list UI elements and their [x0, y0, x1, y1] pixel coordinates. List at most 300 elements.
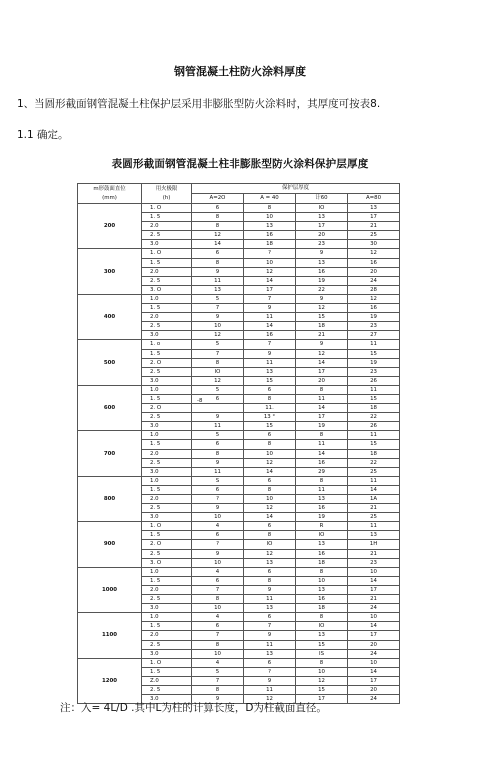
- thickness-cell: 8: [296, 476, 348, 485]
- thickness-cell: 24: [348, 649, 400, 658]
- thickness-cell: 21: [348, 222, 400, 231]
- thickness-cell: 30: [348, 240, 400, 249]
- table-row: [78, 522, 400, 531]
- table-row: [78, 431, 400, 440]
- fire-limit-cell: 1.0: [142, 476, 192, 485]
- fire-limit-cell: 1.0: [142, 567, 192, 576]
- fire-limit-cell: 2. 5: [142, 458, 192, 467]
- thickness-cell: 23: [348, 558, 400, 567]
- thickness-cell: 16: [296, 504, 348, 513]
- thickness-cell: 11: [192, 467, 244, 476]
- thickness-cell: 18: [244, 240, 296, 249]
- thickness-cell: 9: [244, 304, 296, 313]
- thickness-cell: 8: [192, 222, 244, 231]
- thickness-cell: 12: [296, 304, 348, 313]
- thickness-cell: 15: [348, 349, 400, 358]
- fire-limit-cell: 3.0: [142, 331, 192, 340]
- thickness-cell: 8: [296, 567, 348, 576]
- thickness-cell: 5: [192, 294, 244, 303]
- thickness-cell: 10: [244, 495, 296, 504]
- fire-limit-cell: 2. 5: [142, 595, 192, 604]
- thickness-cell: 11: [192, 276, 244, 285]
- thickness-cell: 13: [244, 604, 296, 613]
- thickness-cell: 6: [244, 522, 296, 531]
- thickness-cell: 6: [192, 622, 244, 631]
- fire-limit-cell: 1. 5: [142, 349, 192, 358]
- thickness-cell: 9: [296, 249, 348, 258]
- thickness-cell: 10: [348, 567, 400, 576]
- thickness-cell: 10: [244, 213, 296, 222]
- table-note: 注：入= 4L/D .其中L为柱的计算长度，D为柱截面直径。: [60, 702, 327, 714]
- fire-limit-cell: Z.0: [142, 676, 192, 685]
- table-body: [78, 204, 400, 704]
- thickness-cell: 8: [296, 658, 348, 667]
- thickness-cell: 20: [348, 640, 400, 649]
- thickness-cell: 15: [244, 422, 296, 431]
- thickness-cell: 15: [296, 640, 348, 649]
- thickness-cell: 14: [348, 485, 400, 494]
- thickness-cell: 9: [192, 267, 244, 276]
- diameter-cell: 500: [78, 340, 142, 385]
- thickness-cell: 13: [192, 285, 244, 294]
- thickness-cell: 9: [244, 676, 296, 685]
- thickness-cell: ?: [244, 249, 296, 258]
- thickness-cell: 7: [192, 676, 244, 685]
- thickness-cell: 15: [348, 440, 400, 449]
- thickness-cell: 8: [192, 358, 244, 367]
- thickness-cell: 7: [192, 304, 244, 313]
- fire-limit-cell: 1.0: [142, 431, 192, 440]
- thickness-cell: IO: [296, 531, 348, 540]
- thickness-cell: 5: [192, 667, 244, 676]
- thickness-cell: 10: [192, 604, 244, 613]
- thickness-cell: 6: [192, 440, 244, 449]
- fire-limit-cell: 1.0: [142, 613, 192, 622]
- fire-limit-cell: 3. O: [142, 285, 192, 294]
- thickness-cell: IO: [296, 622, 348, 631]
- thickness-cell: 17: [296, 367, 348, 376]
- thickness-cell: 21: [348, 504, 400, 513]
- thickness-cell: 5: [192, 431, 244, 440]
- thickness-cell: 9: [244, 631, 296, 640]
- thickness-cell: 13: [296, 585, 348, 594]
- thickness-cell: [192, 404, 244, 413]
- thickness-cell: 14: [296, 449, 348, 458]
- thickness-cell: 10: [192, 322, 244, 331]
- fire-limit-cell: 2. 5: [142, 640, 192, 649]
- fire-limit-cell: 1. 5: [142, 622, 192, 631]
- thickness-cell: 14: [348, 667, 400, 676]
- thickness-cell: 8: [244, 576, 296, 585]
- fire-limit-cell: 2.0: [142, 449, 192, 458]
- thickness-cell: 8: [192, 449, 244, 458]
- fire-limit-cell: 1. 5: [142, 258, 192, 267]
- header-protection-thickness: 保护层厚度: [192, 184, 400, 194]
- thickness-cell: 11: [296, 394, 348, 403]
- thickness-cell: 24: [348, 276, 400, 285]
- header-sub-1: A=2O: [192, 194, 244, 204]
- thickness-cell: 25: [348, 467, 400, 476]
- thickness-cell: 20: [296, 231, 348, 240]
- fire-limit-cell: 1. O: [142, 249, 192, 258]
- thickness-cell: 14: [192, 240, 244, 249]
- fire-limit-cell: 1. 5: [142, 304, 192, 313]
- header-sub-3: 计60: [296, 194, 348, 204]
- thickness-cell: 13: [348, 531, 400, 540]
- fire-limit-cell: 1. 5: [142, 531, 192, 540]
- table-header: [78, 184, 400, 204]
- thickness-cell: 4: [192, 567, 244, 576]
- thickness-cell: 14: [244, 513, 296, 522]
- thickness-cell: 14: [348, 576, 400, 585]
- fire-limit-cell: 1. O: [142, 204, 192, 213]
- thickness-cell: 4: [192, 658, 244, 667]
- thickness-cell: 11: [348, 476, 400, 485]
- paragraph-2: 1.1 确定。: [17, 129, 69, 141]
- thickness-cell: 6: [192, 204, 244, 213]
- thickness-cell: 13: [244, 222, 296, 231]
- thickness-cell: 6: [192, 394, 244, 403]
- thickness-cell: 14: [296, 358, 348, 367]
- thickness-cell: 13: [296, 495, 348, 504]
- stray-mark: -8: [197, 398, 203, 404]
- thickness-cell: 25: [348, 231, 400, 240]
- thickness-cell: 10: [296, 667, 348, 676]
- thickness-cell: 11: [192, 422, 244, 431]
- thickness-cell: 12: [348, 249, 400, 258]
- fire-limit-cell: 2. 5: [142, 504, 192, 513]
- fire-limit-cell: 1. O: [142, 522, 192, 531]
- header-sub-4: A=80: [348, 194, 400, 204]
- thickness-cell: R: [296, 522, 348, 531]
- table-row: [78, 204, 400, 213]
- thickness-cell: 11: [296, 485, 348, 494]
- fire-limit-cell: 2.0: [142, 585, 192, 594]
- thickness-cell: 12: [296, 676, 348, 685]
- fire-limit-cell: 2. 5: [142, 276, 192, 285]
- thickness-cell: 21: [296, 331, 348, 340]
- thickness-cell: 15: [244, 376, 296, 385]
- thickness-cell: 14: [244, 322, 296, 331]
- thickness-cell: 25: [348, 513, 400, 522]
- thickness-cell: 8: [244, 440, 296, 449]
- table-row: [78, 294, 400, 303]
- fire-limit-cell: 3.0: [142, 513, 192, 522]
- thickness-cell: 14: [296, 404, 348, 413]
- thickness-cell: 4: [192, 613, 244, 622]
- thickness-cell: 12: [244, 549, 296, 558]
- diameter-cell: 700: [78, 431, 142, 476]
- thickness-cell: 13: [296, 213, 348, 222]
- thickness-cell: 15: [348, 394, 400, 403]
- thickness-cell: 7: [192, 349, 244, 358]
- fire-limit-cell: 1. 5: [142, 394, 192, 403]
- thickness-cell: 8: [192, 640, 244, 649]
- thickness-cell: 13: [244, 367, 296, 376]
- thickness-cell: 17: [296, 413, 348, 422]
- fire-limit-cell: 2. O: [142, 404, 192, 413]
- thickness-cell: 15: [296, 313, 348, 322]
- thickness-cell: 8: [296, 431, 348, 440]
- thickness-cell: 11: [244, 595, 296, 604]
- thickness-cell: 9: [296, 340, 348, 349]
- fire-limit-cell: 3.0: [142, 604, 192, 613]
- thickness-cell: 22: [348, 458, 400, 467]
- thickness-cell: 6: [244, 431, 296, 440]
- thickness-cell: 13: [348, 204, 400, 213]
- thickness-cell: 6: [244, 567, 296, 576]
- thickness-cell: 8: [296, 385, 348, 394]
- thickness-cell: 13: [244, 649, 296, 658]
- fire-limit-cell: 3.0: [142, 467, 192, 476]
- thickness-cell: 27: [348, 331, 400, 340]
- thickness-cell: 11: [244, 313, 296, 322]
- thickness-cell: ?: [192, 540, 244, 549]
- thickness-cell: 18: [348, 449, 400, 458]
- thickness-cell: 16: [296, 595, 348, 604]
- thickness-cell: 9: [192, 313, 244, 322]
- thickness-cell: 12: [296, 349, 348, 358]
- thickness-cell: 7: [192, 585, 244, 594]
- thickness-cell: 16: [296, 267, 348, 276]
- fire-limit-cell: 3. O: [142, 558, 192, 567]
- fire-limit-cell: 3.0: [142, 240, 192, 249]
- thickness-cell: 6: [244, 658, 296, 667]
- table-row: [78, 567, 400, 576]
- thickness-cell: 8: [244, 394, 296, 403]
- thickness-cell: IS: [296, 649, 348, 658]
- thickness-cell: 19: [296, 276, 348, 285]
- thickness-cell: 29: [296, 467, 348, 476]
- thickness-cell: 8: [192, 595, 244, 604]
- thickness-cell: 24: [348, 604, 400, 613]
- thickness-cell: 12: [244, 267, 296, 276]
- thickness-cell: 9: [296, 294, 348, 303]
- fire-limit-cell: 1. 5: [142, 576, 192, 585]
- thickness-cell: 11: [348, 340, 400, 349]
- fire-limit-cell: 1. o: [142, 340, 192, 349]
- fire-limit-cell: 1. 5: [142, 485, 192, 494]
- thickness-cell: 6: [192, 485, 244, 494]
- thickness-cell: 16: [296, 549, 348, 558]
- fire-limit-cell: 1. 5: [142, 213, 192, 222]
- fire-limit-cell: 3.0: [142, 649, 192, 658]
- thickness-cell: 12: [192, 376, 244, 385]
- thickness-cell: 11.: [244, 404, 296, 413]
- thickness-cell: 10: [244, 449, 296, 458]
- fire-limit-cell: 3.0: [142, 376, 192, 385]
- fire-limit-cell: 2.0: [142, 631, 192, 640]
- fire-limit-cell: 2. 5: [142, 367, 192, 376]
- header-diameter: [78, 184, 142, 204]
- diameter-cell: 900: [78, 522, 142, 567]
- table-row: [78, 613, 400, 622]
- fire-limit-cell: 2. 5: [142, 549, 192, 558]
- thickness-cell: 23: [348, 322, 400, 331]
- thickness-cell: 18: [348, 404, 400, 413]
- thickness-cell: 24: [348, 695, 400, 704]
- thickness-cell: 10: [348, 658, 400, 667]
- fire-limit-cell: 3.0: [142, 422, 192, 431]
- fire-limit-cell: 2. O: [142, 358, 192, 367]
- thickness-cell: 19: [296, 422, 348, 431]
- thickness-cell: 16: [244, 331, 296, 340]
- thickness-cell: 4: [192, 522, 244, 531]
- thickness-cell: 11: [296, 440, 348, 449]
- fire-limit-cell: 2. 5: [142, 685, 192, 694]
- table-title: 表圆形截面钢管混凝土柱非膨胀型防火涂料保护层厚度: [111, 158, 369, 170]
- thickness-cell: 21: [348, 595, 400, 604]
- fire-limit-cell: 2.0: [142, 267, 192, 276]
- thickness-cell: 19: [348, 313, 400, 322]
- document-title: 钢管混凝土柱防火涂料厚度: [174, 65, 306, 78]
- thickness-cell: 22: [296, 285, 348, 294]
- thickness-cell: 23: [348, 367, 400, 376]
- thickness-cell: 10: [192, 558, 244, 567]
- thickness-cell: IO: [244, 540, 296, 549]
- table-row: [78, 476, 400, 485]
- thickness-cell: 13: [244, 558, 296, 567]
- fire-limit-cell: 1.0: [142, 294, 192, 303]
- thickness-cell: 6: [244, 476, 296, 485]
- fire-limit-cell: 2.0: [142, 313, 192, 322]
- thickness-cell: 6: [192, 576, 244, 585]
- thickness-cell: 12: [244, 695, 296, 704]
- diameter-cell: 400: [78, 294, 142, 339]
- table-row: [78, 385, 400, 394]
- thickness-cell: 6: [244, 385, 296, 394]
- thickness-cell: 17: [244, 285, 296, 294]
- fire-limit-cell: 1.0: [142, 385, 192, 394]
- thickness-cell: 10: [244, 258, 296, 267]
- fire-limit-cell: 1. 5: [142, 440, 192, 449]
- diameter-cell: 1100: [78, 613, 142, 658]
- thickness-cell: 5: [192, 385, 244, 394]
- thickness-cell: 18: [296, 604, 348, 613]
- thickness-cell: 17: [348, 631, 400, 640]
- thickness-cell: 8: [192, 213, 244, 222]
- thickness-cell: 26: [348, 422, 400, 431]
- fire-limit-cell: 1. 5: [142, 667, 192, 676]
- thickness-cell: 17: [348, 676, 400, 685]
- thickness-cell: 8: [244, 531, 296, 540]
- thickness-cell: 11: [348, 431, 400, 440]
- thickness-cell: 6: [192, 249, 244, 258]
- diameter-cell: 200: [78, 204, 142, 249]
- thickness-cell: 11: [348, 385, 400, 394]
- thickness-cell: 16: [348, 304, 400, 313]
- thickness-cell: 26: [348, 376, 400, 385]
- thickness-cell: 9: [244, 349, 296, 358]
- table-row: [78, 249, 400, 258]
- thickness-cell: 12: [192, 231, 244, 240]
- paragraph-1: 1、当圆形截面钢管混凝土柱保护层采用非膨胀型防火涂料时，其厚度可按表8.: [17, 98, 381, 110]
- thickness-cell: 15: [296, 685, 348, 694]
- thickness-cell: 11: [244, 640, 296, 649]
- thickness-cell: 12: [244, 458, 296, 467]
- header-diameter-line2: (mm): [102, 194, 117, 201]
- fire-limit-cell: 2. 5: [142, 413, 192, 422]
- fire-limit-cell: 2. 5: [142, 231, 192, 240]
- thickness-cell: 12: [244, 504, 296, 513]
- thickness-cell: 9: [192, 695, 244, 704]
- thickness-cell: 10: [348, 613, 400, 622]
- thickness-cell: 5: [192, 340, 244, 349]
- thickness-cell: 8: [192, 685, 244, 694]
- thickness-cell: 20: [348, 267, 400, 276]
- thickness-cell: 13: [296, 540, 348, 549]
- thickness-cell: ?: [192, 495, 244, 504]
- thickness-cell: 10: [192, 513, 244, 522]
- thickness-cell: 10: [296, 576, 348, 585]
- header-sub-2: A = 40: [244, 194, 296, 204]
- thickness-cell: IO: [296, 204, 348, 213]
- thickness-cell: 18: [296, 322, 348, 331]
- thickness-cell: 8: [296, 613, 348, 622]
- thickness-cell: 11: [244, 358, 296, 367]
- thickness-cell: 9: [192, 413, 244, 422]
- thickness-cell: 16: [348, 258, 400, 267]
- fire-limit-cell: 2. 5: [142, 322, 192, 331]
- thickness-cell: 6: [192, 531, 244, 540]
- diameter-cell: 600: [78, 385, 142, 430]
- thickness-cell: 11: [348, 522, 400, 531]
- thickness-cell: 12: [192, 331, 244, 340]
- thickness-cell: 28: [348, 285, 400, 294]
- thickness-cell: 20: [348, 685, 400, 694]
- thickness-cell: IO: [192, 367, 244, 376]
- fire-limit-cell: 2.0: [142, 495, 192, 504]
- fire-limit-cell: 3.0: [142, 695, 192, 704]
- thickness-cell: 9: [192, 458, 244, 467]
- thickness-cell: 16: [296, 458, 348, 467]
- fire-limit-cell: 1. O: [142, 658, 192, 667]
- thickness-cell: 14: [348, 622, 400, 631]
- thickness-cell: 12: [348, 294, 400, 303]
- thickness-cell: 7: [244, 294, 296, 303]
- fire-limit-cell: 2. O: [142, 540, 192, 549]
- thickness-cell: 8: [192, 258, 244, 267]
- diameter-cell: 300: [78, 249, 142, 294]
- thickness-cell: S: [192, 476, 244, 485]
- thickness-cell: 1H: [348, 540, 400, 549]
- thickness-cell: 21: [348, 549, 400, 558]
- thickness-cell: 22: [348, 413, 400, 422]
- header-fire-limit-line2: (h): [162, 194, 171, 201]
- thickness-cell: 1A: [348, 495, 400, 504]
- header-diameter-line1: m形鼓面直位: [93, 185, 126, 192]
- diameter-cell: 1000: [78, 567, 142, 612]
- thickness-cell: 8: [244, 204, 296, 213]
- thickness-cell: 11: [244, 685, 296, 694]
- thickness-cell: 17: [296, 695, 348, 704]
- thickness-cell: 9: [192, 504, 244, 513]
- fire-limit-cell: 2.0: [142, 222, 192, 231]
- thickness-cell: 23: [296, 240, 348, 249]
- table-row: [78, 340, 400, 349]
- thickness-cell: ?: [244, 667, 296, 676]
- header-fire-limit-line1: 用火极限: [155, 185, 178, 192]
- thickness-cell: 7: [192, 631, 244, 640]
- thickness-cell: 7: [244, 622, 296, 631]
- thickness-cell: 9: [244, 585, 296, 594]
- diameter-cell: 800: [78, 476, 142, 521]
- thickness-cell: 9: [192, 549, 244, 558]
- thickness-cell: 13 °: [244, 413, 296, 422]
- thickness-cell: 7: [244, 340, 296, 349]
- coating-thickness-table: [77, 183, 400, 704]
- thickness-cell: 14: [244, 467, 296, 476]
